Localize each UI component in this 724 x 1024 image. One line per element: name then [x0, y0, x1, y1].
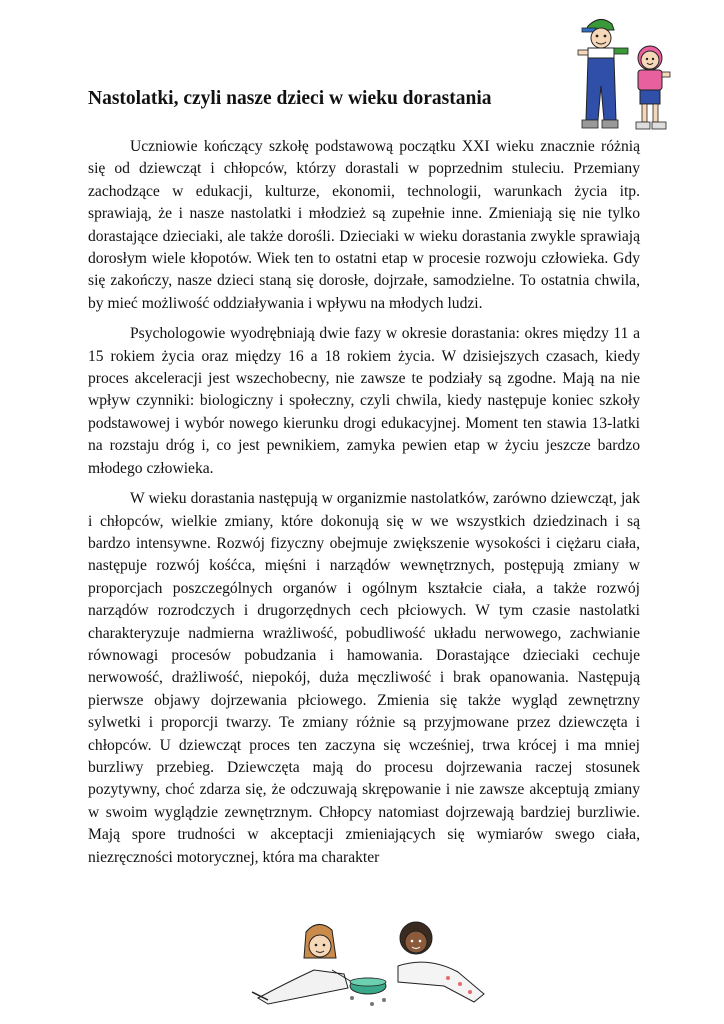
kids-lying-illustration — [248, 912, 488, 1012]
girl-right-figure — [398, 922, 484, 1002]
kids-standing-illustration — [574, 14, 674, 138]
girl-figure — [636, 46, 670, 129]
bowl — [350, 978, 386, 1006]
article-body — [88, 136, 640, 877]
paragraph-1: Uczniowie kończący szkołę podstawową początku XXI wieku znacznie różnią się od dziewcząt i chłopców, którzy dorastali w poprzednim stuleciu. Przemiany zachodzące w edukacji, kulturze, ekonomii, technologii, warunkach życia itp. sprawiają, że i nasze nastolatki i młodzież są zupełnie inne. Zmieniają się nie tylko dorastające dzieciaki, ale także dorośli. Dzieciaki w wieku dorastania zwykle sprawiają dorosłym wiele kłopotów. Wiek ten to ostatni etap w procesie rozwoju człowieka. Gdy się zakończy, nasze dzieci staną się dorosłe, dojrzałe, samodzielne. To ostatnia chwila, by mieć możliwość oddziaływania i wpływu na młodych ludzi. — [88, 138, 640, 312]
paragraph-3: W wieku dorastania następują w organizmie nastolatków, zarówno dziewcząt, jak i chłopców, wielkie zmiany, które dokonują się w we wszystkich dziedzinach i są bardzo intensywne. Rozwój fizyczny obejmuje zwiększenie wysokości i ciężaru ciała, następuje rozwój kośćca, mięśni i narządów wewnętrznych, postępują zmiany w proporcjach poszczególnych organów i ogólnym kształcie ciała, a także rozwój narządów rozrodczych i drugorzędnych cech płciowych. W tym czasie nastolatki charakteryzuje nadmierna wrażliwość, pobudliwość układu nerwowego, zachwianie równowagi procesów pobudzania i hamowania. Dorastające dzieciaki cechuje nerwowość, drażliwość, niepokój, duża męczliwość i brak opanowania. Następują pierwsze objawy dojrzewania płciowego. Zmienia się także wygląd zewnętrzny sylwetki i proporcji twarzy. Te zmiany różnie są przyjmowane przez dziewczęta i chłopców. U dziewcząt proces ten zaczyna się wcześniej, trwa krócej i ma mniej burzliwy przebieg. Dziewczęta mają do procesu dojrzewania raczej stosunek pozytywny, choć zdarza się, że odczuwają skrępowanie i nie zawsze akceptują zmiany w swoim wyglądzie zewnętrznym. Chłopcy natomiast dojrzewają bardziej burzliwie. Mają spore trudności w akceptacji zmieniających się wymiarów swego ciała, niezręczności motorycznej, która ma charakter — [88, 490, 640, 866]
page-title: Nastolatki, czyli nasze dzieci w wieku dorastania — [88, 88, 492, 109]
girl-left-figure — [252, 924, 352, 1004]
paragraph-2: Psychologowie wyodrębniają dwie fazy w okresie dorastania: okres między 11 a 15 rokiem życia oraz między 16 a 18 rokiem życia. W dzisiejszych czasach, kiedy proces akceleracji jest wszechobecny, nie zawsze te podziały są zgodne. Mają na nie wpływ czynniki: biologiczny i społeczny, czyli chwila, kiedy następuje koniec szkoły podstawowej i wybór nowego kierunku drogi edukacyjnej. Moment ten stawia 13-latki na rozstaju dróg i, co jest pewnikiem, zamyka pewien etap w życiu jeszcze bardzo młodego człowieka. — [88, 325, 640, 477]
boy-figure — [578, 19, 628, 128]
